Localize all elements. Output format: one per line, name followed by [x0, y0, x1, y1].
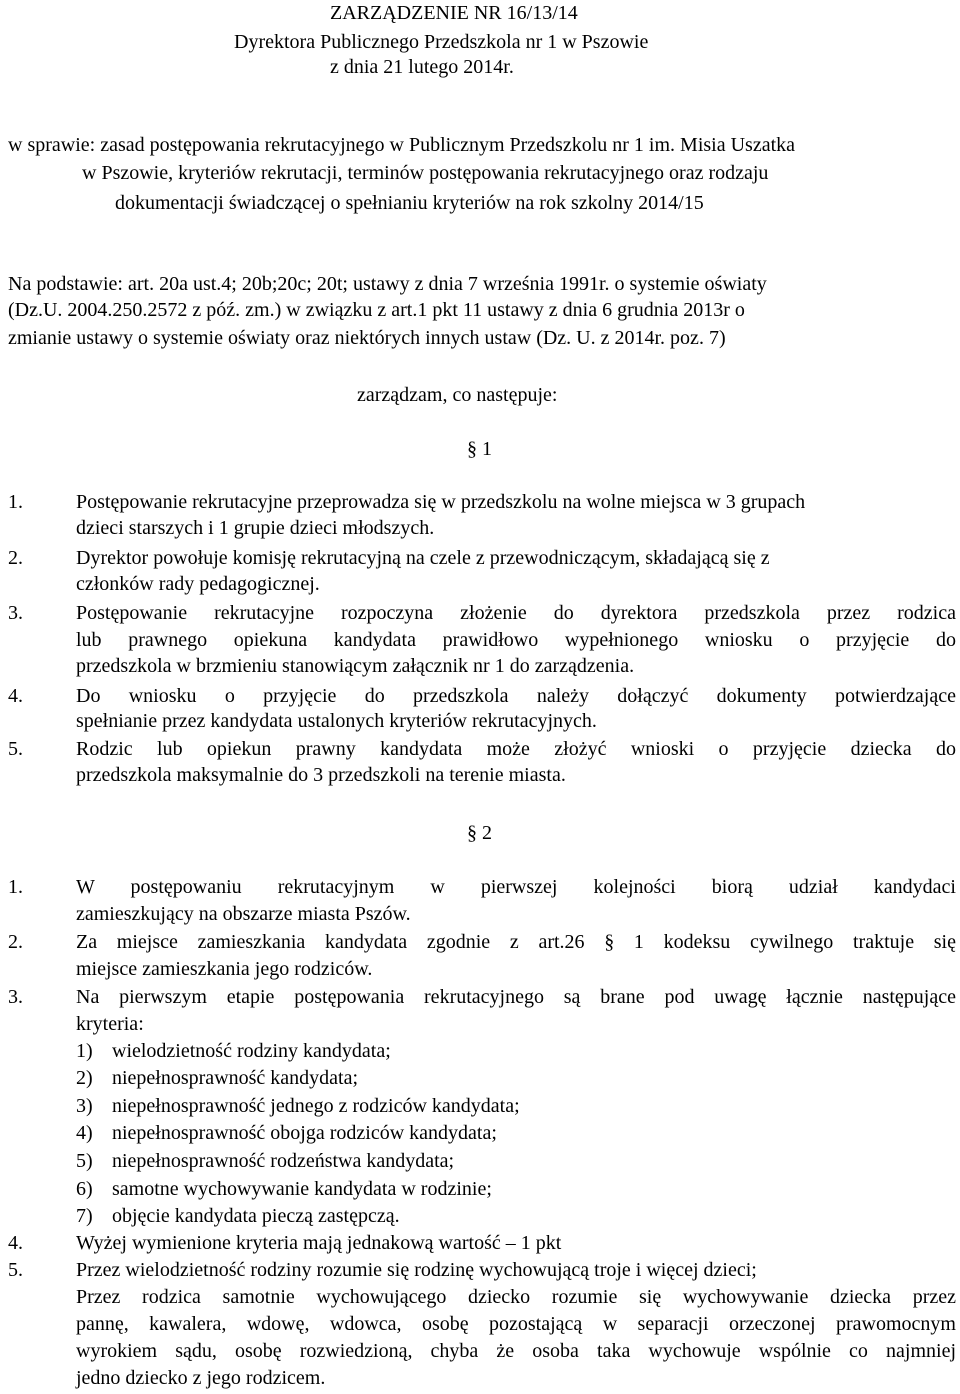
- subject-line-3: dokumentacji świadczącej o spełnianiu kryteriów na rok szkolny 2014/15: [115, 192, 704, 214]
- item-number: 5.: [8, 1259, 23, 1281]
- item-line: Postępowanie rekrutacyjne przeprowadza się w przedszkolu na wolne miejsca w 3 grupach: [76, 491, 806, 513]
- document-issuer: Dyrektora Publicznego Przedszkola nr 1 w Pszowie: [234, 31, 649, 53]
- criteria-number: 7): [76, 1205, 93, 1227]
- item-number: 5.: [8, 738, 23, 760]
- item-number: 4.: [8, 685, 23, 707]
- item-number: 3.: [8, 602, 23, 624]
- item-number: 3.: [8, 986, 23, 1008]
- item-line: spełnianie przez kandydata ustalonych kryteriów rekrutacyjnych.: [76, 710, 597, 732]
- decree-statement: zarządzam, co następuje:: [357, 384, 558, 406]
- item-line: lub prawnego opiekuna kandydata prawidłowo wypełnionego wniosku o przyjęcie do: [76, 629, 956, 651]
- item-line: Dyrektor powołuje komisję rekrutacyjną na czele z przewodniczącym, składającą się z: [76, 547, 770, 569]
- subject-line-2: w Pszowie, kryteriów rekrutacji, terminów postępowania rekrutacyjnego oraz rodzaju: [82, 162, 769, 184]
- item-line: Do wniosku o przyjęcie do przedszkola należy dołączyć dokumenty potwierdzające: [76, 685, 956, 707]
- criteria-number: 2): [76, 1067, 93, 1089]
- item-line: wyrokiem sądu, osobę rozwiedzioną, chyba że osoba taka wychowuje wspólnie co najmniej: [76, 1340, 956, 1362]
- item-line: przedszkola w brzmieniu stanowiącym załącznik nr 1 do zarządzenia.: [76, 655, 635, 677]
- basis-line-2: (Dz.U. 2004.250.2572 z póź. zm.) w związku z art.1 pkt 11 ustawy z dnia 6 grudnia 2013r o: [8, 299, 745, 321]
- item-line: Postępowanie rekrutacyjne rozpoczyna złożenie do dyrektora przedszkola przez rodzica: [76, 602, 956, 624]
- document-title: ZARZĄDZENIE NR 16/13/14: [330, 2, 578, 24]
- criteria-number: 4): [76, 1122, 93, 1144]
- item-line: Wyżej wymienione kryteria mają jednakową wartość – 1 pkt: [76, 1232, 562, 1254]
- item-number: 2.: [8, 931, 23, 953]
- item-line: Za miejsce zamieszkania kandydata zgodnie z art.26 § 1 kodeksu cywilnego traktuje się: [76, 931, 956, 953]
- criteria-number: 6): [76, 1178, 93, 1200]
- criteria-text: niepełnosprawność kandydata;: [112, 1067, 359, 1089]
- item-line: Rodzic lub opiekun prawny kandydata może złożyć wnioski o przyjęcie dziecka do: [76, 738, 956, 760]
- criteria-text: wielodzietność rodziny kandydata;: [112, 1040, 391, 1062]
- item-line: pannę, kawalera, wdowę, wdowca, osobę pozostającą w separacji orzeczonej prawomocnym: [76, 1313, 956, 1335]
- item-number: 4.: [8, 1232, 23, 1254]
- item-number: 1.: [8, 491, 23, 513]
- item-line: W postępowaniu rekrutacyjnym w pierwszej kolejności biorą udział kandydaci: [76, 876, 956, 898]
- item-line: dzieci starszych i 1 grupie dzieci młodszych.: [76, 517, 435, 539]
- item-line: jedno dziecko z jego rodzicem.: [76, 1367, 326, 1389]
- item-number: 1.: [8, 876, 23, 898]
- item-line: przedszkola maksymalnie do 3 przedszkoli na terenie miasta.: [76, 764, 566, 786]
- criteria-text: objęcie kandydata pieczą zastępczą.: [112, 1205, 400, 1227]
- section-2-label: § 2: [467, 822, 492, 844]
- criteria-text: niepełnosprawność jednego z rodziców kandydata;: [112, 1095, 520, 1117]
- item-line: członków rady pedagogicznej.: [76, 573, 320, 595]
- criteria-text: samotne wychowywanie kandydata w rodzinie;: [112, 1178, 492, 1200]
- criteria-text: niepełnosprawność rodzeństwa kandydata;: [112, 1150, 455, 1172]
- document-date: z dnia 21 lutego 2014r.: [330, 56, 514, 78]
- item-line: miejsce zamieszkania jego rodziców.: [76, 958, 373, 980]
- basis-line-3: zmianie ustawy o systemie oświaty oraz niektórych innych ustaw (Dz. U. z 2014r. poz. 7): [8, 327, 726, 349]
- section-1-label: § 1: [467, 438, 492, 460]
- criteria-text: niepełnosprawność obojga rodziców kandydata;: [112, 1122, 497, 1144]
- item-number: 2.: [8, 547, 23, 569]
- subject-line-1: w sprawie: zasad postępowania rekrutacyjnego w Publicznym Przedszkolu nr 1 im. Misia Uszatka: [8, 134, 796, 156]
- criteria-number: 1): [76, 1040, 93, 1062]
- item-line: Na pierwszym etapie postępowania rekrutacyjnego są brane pod uwagę łącznie następujące: [76, 986, 956, 1008]
- basis-line-1: Na podstawie: art. 20a ust.4; 20b;20c; 20t; ustawy z dnia 7 września 1991r. o systemie oświaty: [8, 273, 767, 295]
- item-line: Przez rodzica samotnie wychowującego dziecko rozumie się wychowywanie dziecka przez: [76, 1286, 956, 1308]
- criteria-number: 5): [76, 1150, 93, 1172]
- item-line: Przez wielodzietność rodziny rozumie się rodzinę wychowującą troje i więcej dzieci;: [76, 1259, 757, 1281]
- criteria-number: 3): [76, 1095, 93, 1117]
- item-line: kryteria:: [76, 1013, 144, 1035]
- item-line: zamieszkujący na obszarze miasta Pszów.: [76, 903, 411, 925]
